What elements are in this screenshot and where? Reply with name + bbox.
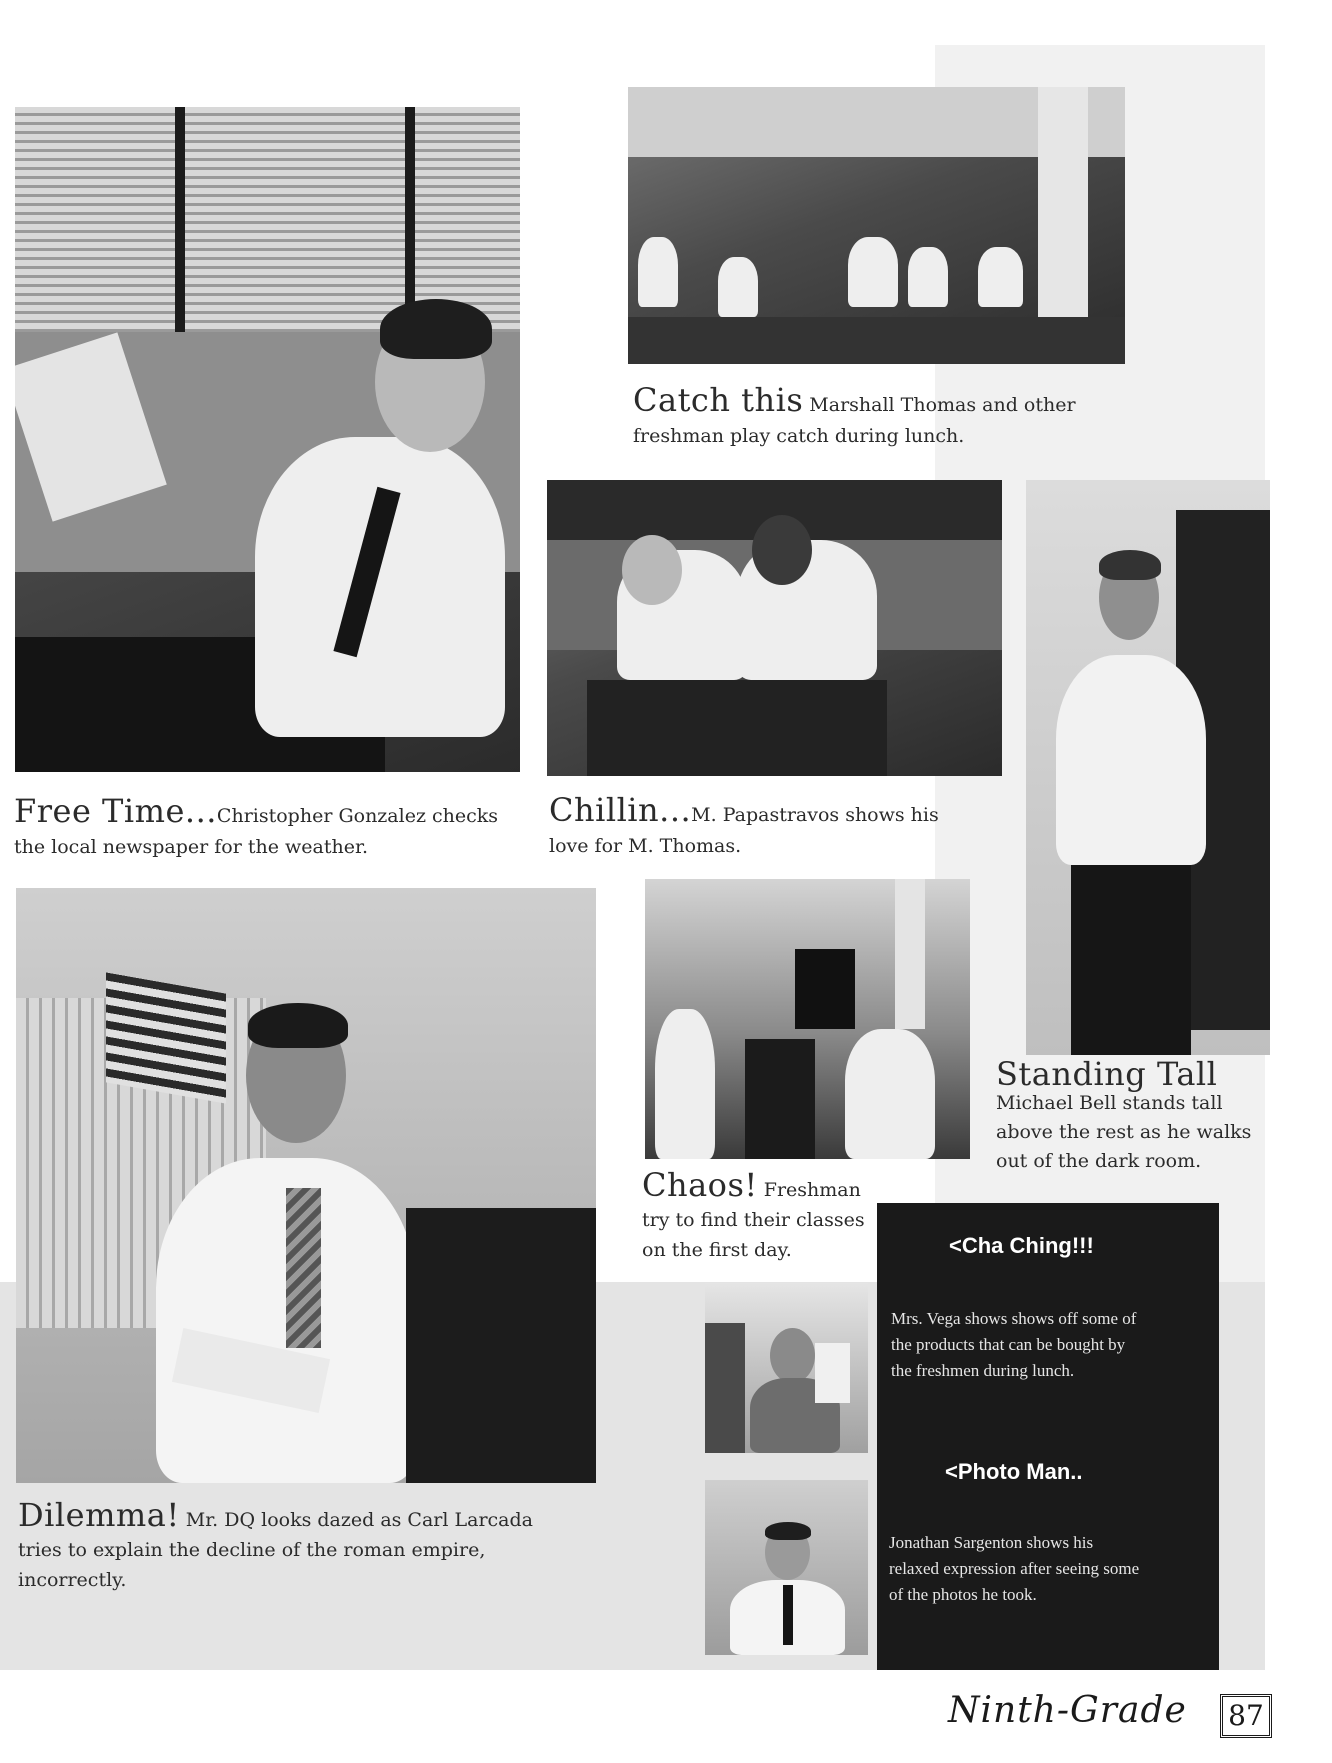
page-number: 87 xyxy=(1220,1694,1272,1738)
caption-line: on the first day. xyxy=(642,1239,792,1261)
photo-dilemma xyxy=(16,888,596,1483)
caption-body: Marshall Thomas and other xyxy=(809,394,1076,416)
caption-lead: Standing Tall xyxy=(996,1055,1218,1093)
panel-text-line: relaxed expression after seeing some xyxy=(889,1559,1140,1578)
caption-body: M. Papastravos shows his xyxy=(691,804,939,826)
panel-text-line: Mrs. Vega shows shows off some of xyxy=(891,1309,1137,1328)
info-panel xyxy=(877,1203,1219,1670)
photo-man-title: <Photo Man.. xyxy=(945,1459,1083,1484)
caption-chaos xyxy=(642,1166,865,1265)
panel-text-line: Jonathan Sargenton shows his xyxy=(889,1533,1094,1552)
photo-newspaper-reader xyxy=(15,107,520,772)
caption-dilemma xyxy=(18,1496,533,1595)
caption-body: Christopher Gonzalez checks xyxy=(216,805,499,827)
caption-lead: Free Time... xyxy=(14,792,217,830)
panel-text-line: of the photos he took. xyxy=(889,1585,1037,1604)
photo-chaos-hallway xyxy=(645,879,970,1159)
photo-catch-lunch xyxy=(628,87,1125,364)
caption-chillin xyxy=(549,791,939,862)
photo-standing-tall xyxy=(1026,480,1270,1055)
caption-body-line2: the local newspaper for the weather. xyxy=(14,836,369,858)
caption-line: incorrectly. xyxy=(18,1569,127,1591)
cha-ching-description xyxy=(891,1306,1136,1384)
photo-cha-ching xyxy=(705,1283,868,1453)
caption-lead: Chillin... xyxy=(549,791,692,829)
panel-text-line: the products that can be bought by xyxy=(891,1335,1126,1354)
caption-line: tries to explain the decline of the roman empire, xyxy=(18,1539,486,1561)
caption-body-line2: love for M. Thomas. xyxy=(549,835,742,857)
photo-chillin xyxy=(547,480,1002,776)
caption-line: above the rest as he walks xyxy=(996,1121,1252,1143)
caption-body: Freshman xyxy=(763,1179,861,1201)
caption-line: Michael Bell stands tall xyxy=(996,1092,1223,1114)
panel-text-line: the freshmen during lunch. xyxy=(891,1361,1075,1380)
cha-ching-title: <Cha Ching!!! xyxy=(949,1233,1094,1258)
caption-lead: Dilemma! xyxy=(18,1496,180,1534)
caption-body-line2: freshman play catch during lunch. xyxy=(633,425,965,447)
section-title: Ninth-Grade xyxy=(948,1690,1187,1731)
caption-line: try to find their classes xyxy=(642,1209,865,1231)
photo-man-description xyxy=(889,1530,1139,1608)
caption-lead: Chaos! xyxy=(642,1166,758,1204)
caption-catch-this xyxy=(633,381,1076,452)
caption-free-time xyxy=(14,792,499,863)
caption-body: Mr. DQ looks dazed as Carl Larcada xyxy=(185,1509,533,1531)
caption-standing-tall xyxy=(996,1055,1252,1176)
caption-line: out of the dark room. xyxy=(996,1150,1202,1172)
photo-photo-man xyxy=(705,1480,868,1655)
caption-lead: Catch this xyxy=(633,381,804,419)
